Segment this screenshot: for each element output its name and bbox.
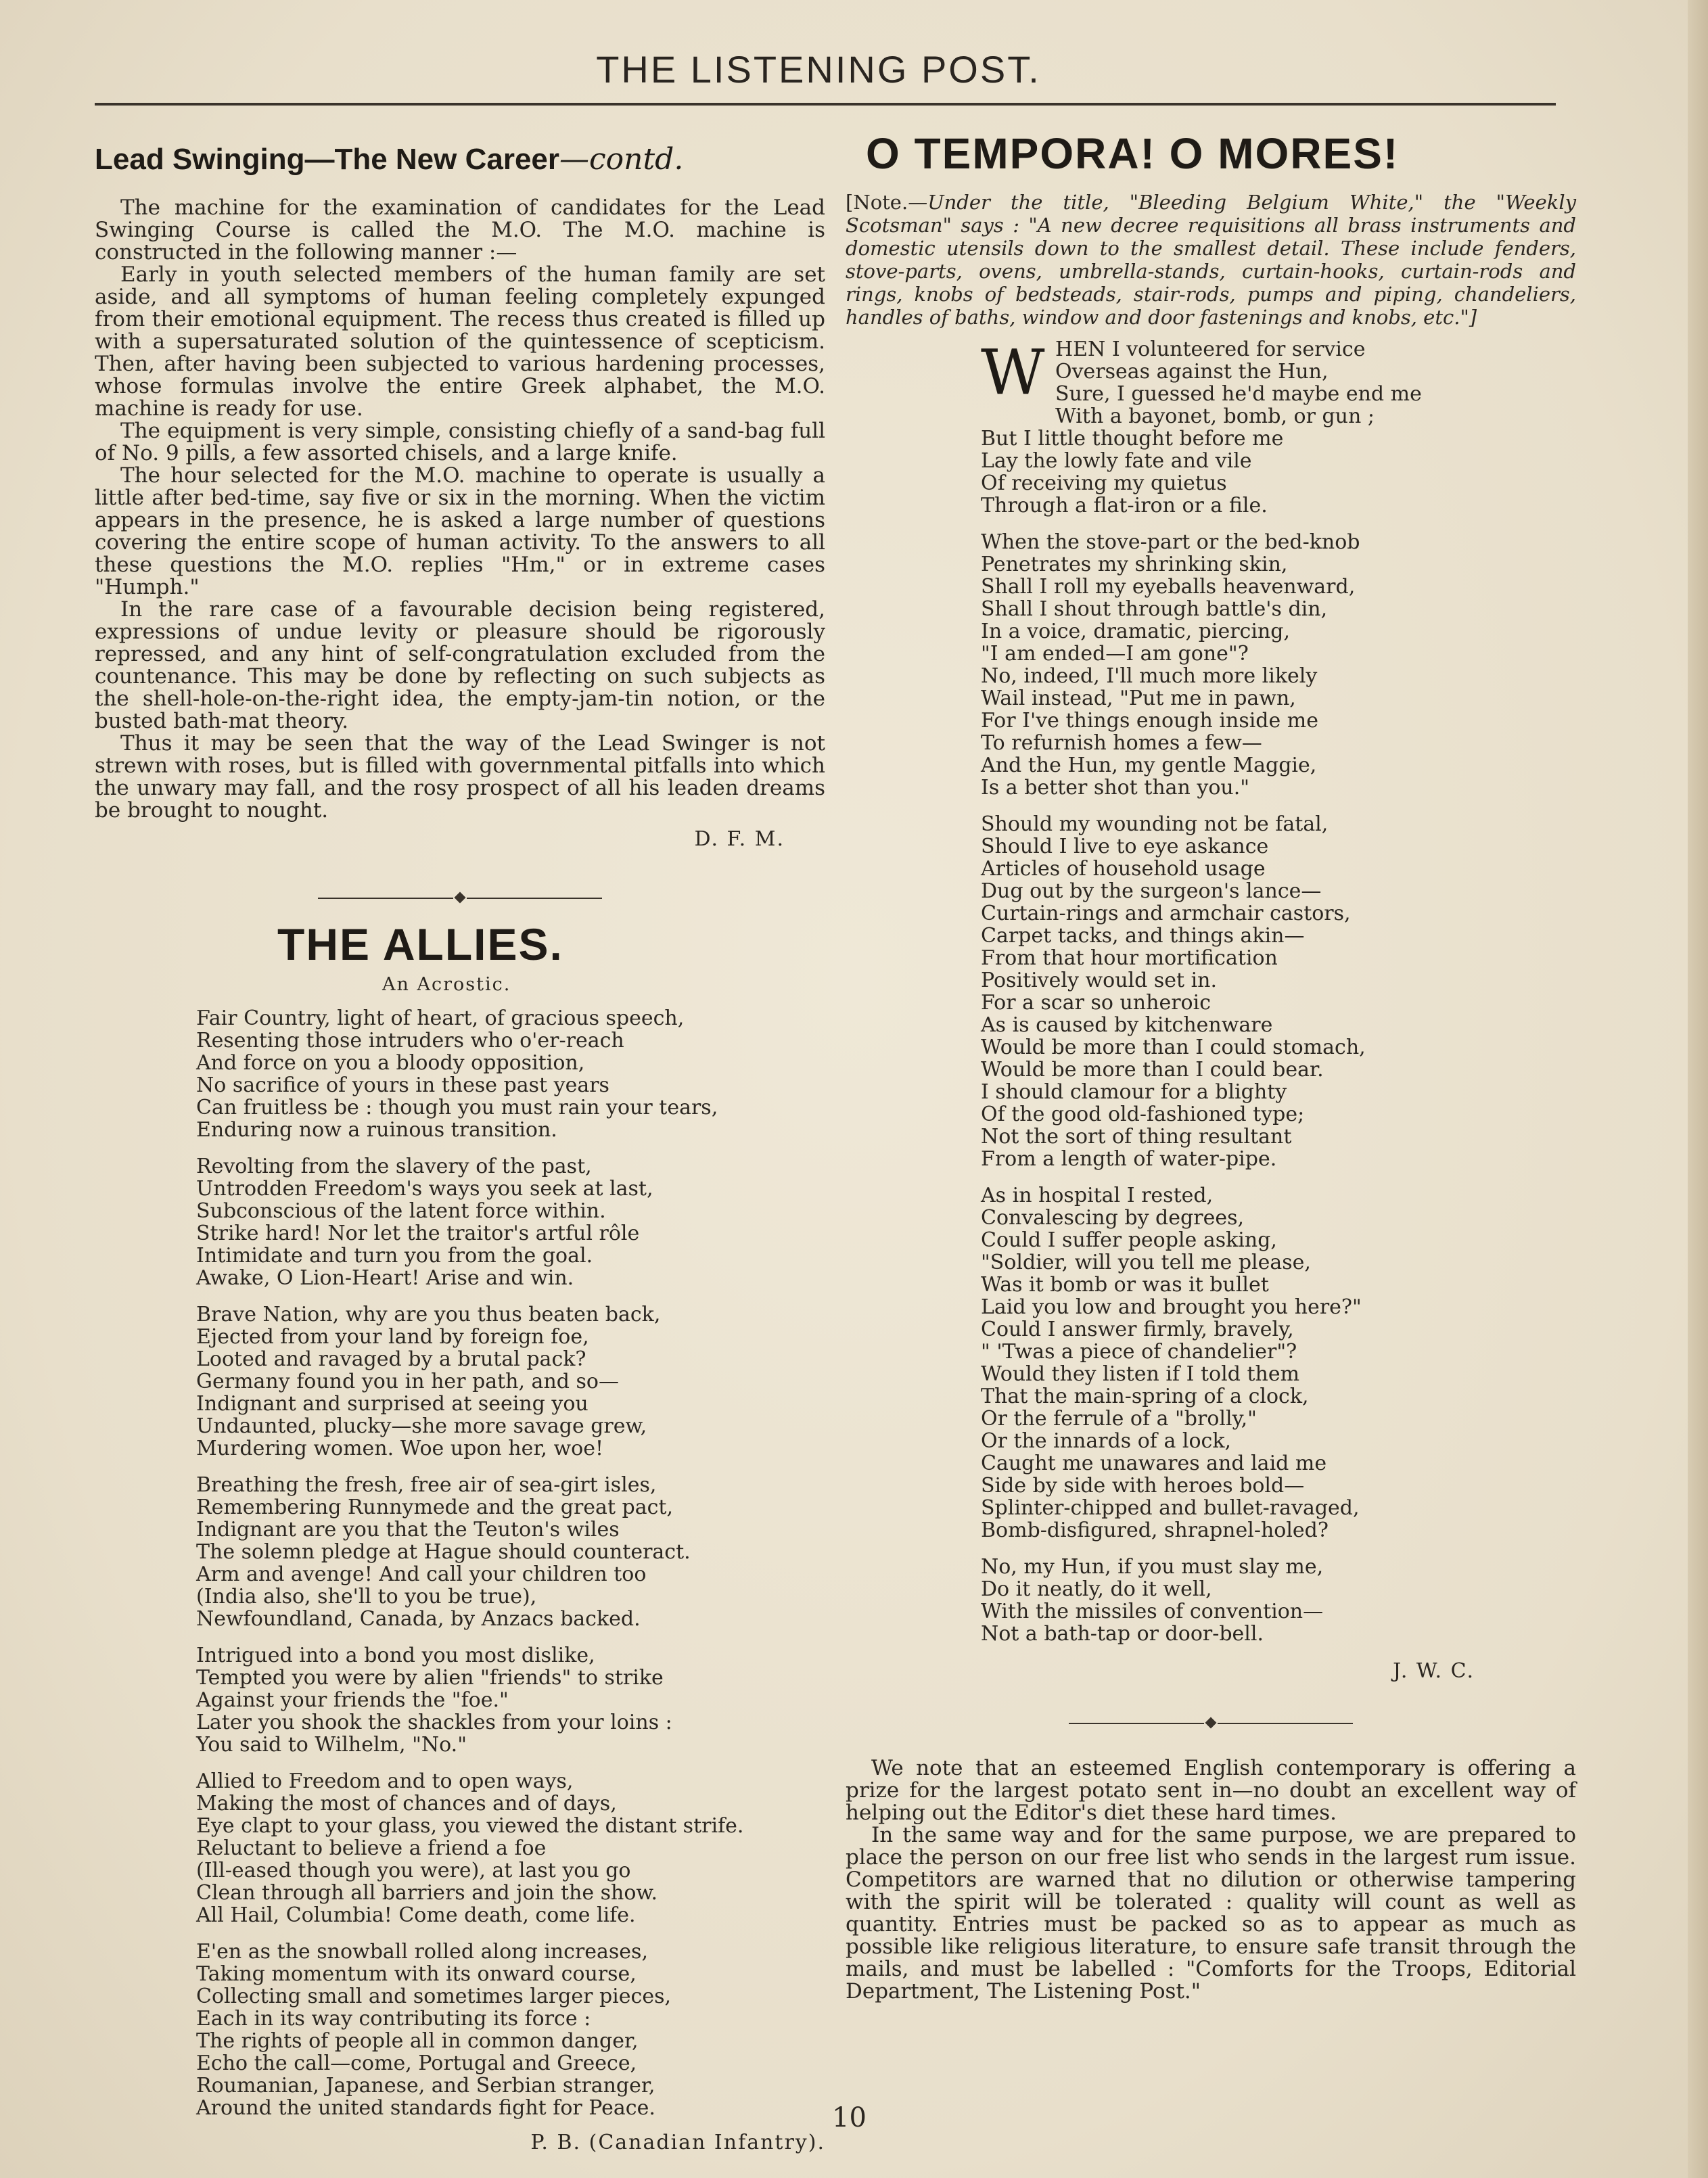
poem-line: Not the sort of thing resultant xyxy=(981,1125,1292,1149)
stanza xyxy=(196,1770,825,1926)
poem-line: For I've things enough inside me xyxy=(981,709,1318,733)
allies-title: THE ALLIES. xyxy=(277,919,563,969)
tempora-signature: J. W. C. xyxy=(1393,1659,1475,1683)
poem-line: Fair Country, light of heart, of gracious speech, xyxy=(196,1006,685,1030)
poem-line: And force on you a bloody opposition, xyxy=(196,1051,585,1075)
poem-line: Do it neatly, do it well, xyxy=(981,1577,1212,1601)
poem-line: Roumanian, Japanese, and Serbian stranger, xyxy=(196,2074,655,2098)
poem-line: Untrodden Freedom's ways you seek at last, xyxy=(196,1177,653,1201)
poem-line: Would be more than I could stomach, xyxy=(981,1036,1366,1059)
left-column xyxy=(95,129,825,2154)
poem-line: (Ill-eased though you were), at last you go xyxy=(196,1859,631,1882)
page-edge xyxy=(1688,0,1708,2178)
poem-line: Sure, I guessed he'd maybe end me xyxy=(1055,382,1422,406)
poem-line: Or the innards of a lock, xyxy=(981,1429,1232,1453)
poem-line: Each in its way contributing its force : xyxy=(196,2007,591,2031)
poem-line: Should my wounding not be fatal, xyxy=(981,812,1329,836)
stanza xyxy=(196,1474,825,1630)
poem-line: (India also, she'll to you be true), xyxy=(196,1585,537,1608)
poem-line: Would be more than I could bear. xyxy=(981,1058,1324,1082)
poem-line: Murdering women. Woe upon her, woe! xyxy=(196,1437,604,1460)
poem-line: Penetrates my shrinking skin, xyxy=(981,553,1288,576)
poem-line: "I am ended—I am gone"? xyxy=(981,642,1249,666)
poem-line: Breathing the fresh, free air of sea-girt isles, xyxy=(196,1473,657,1497)
paragraph: Early in youth selected members of the human family are set aside, and all symptoms of human feeling completely expunged from their emotional equipment. The recess thus created is filled up with a supersaturated solution of the quintessence of scepticism. Then, after having been subjected to various hardening processes, whose formulas involve the entire Greek alphabet, the M.O. machine is ready for use. xyxy=(95,262,825,421)
poem-line: Arm and avenge! And call your children too xyxy=(196,1562,647,1586)
editor-note xyxy=(846,191,1576,329)
poem-line: Wail instead, "Put me in pawn, xyxy=(981,687,1296,710)
poem-line: Could I answer firmly, bravely, xyxy=(981,1318,1294,1341)
tempora-title: O TEMPORA! O MORES! xyxy=(866,129,1400,178)
poem-line: The solemn pledge at Hague should counteract. xyxy=(196,1540,691,1564)
lead-swinging-title-text: Lead Swinging—The New Career xyxy=(95,143,560,176)
poem-line: Looted and ravaged by a brutal pack? xyxy=(196,1347,586,1371)
poem-line: Revolting from the slavery of the past, xyxy=(196,1155,592,1178)
poem-line: As is caused by kitchenware xyxy=(981,1013,1273,1037)
poem-line: Or the ferrule of a "brolly," xyxy=(981,1407,1257,1431)
poem-line: Shall I shout through battle's din, xyxy=(981,597,1328,621)
poem-line: Eye clapt to your glass, you viewed the distant strife. xyxy=(196,1814,744,1838)
lead-swinging-body xyxy=(95,197,825,822)
poem-line: In a voice, dramatic, piercing, xyxy=(981,620,1291,643)
poem-line: No, indeed, I'll much more likely xyxy=(981,664,1318,688)
poem-line: Indignant are you that the Teuton's wiles xyxy=(196,1518,620,1542)
lead-swinging-title-suffix: —contd. xyxy=(559,142,684,177)
stanza xyxy=(981,813,1576,1170)
poem-line: No, my Hun, if you must slay me, xyxy=(981,1555,1324,1579)
paragraph: Thus it may be seen that the way of the Lead Swinger is not strewn with roses, but is filled with governmental pitfalls into which the unwary may fall, and the rosy prospect of all his leaden dreams be brought to nought. xyxy=(95,731,825,822)
poem-line: Can fruitless be : though you must rain your tears, xyxy=(196,1096,718,1119)
lead-swinging-title xyxy=(95,142,825,177)
paragraph: The machine for the examination of candidates for the Lead Swinging Course is called the M.O. The M.O. machine is constructed in the following manner :— xyxy=(95,195,825,264)
poem-line: As in hospital I rested, xyxy=(981,1184,1214,1207)
stanza xyxy=(981,1184,1576,1542)
poem-line: Taking momentum with its onward course, xyxy=(196,1962,637,1986)
poem-line: Was it bomb or was it bullet xyxy=(981,1273,1269,1297)
note-head: [Note. xyxy=(846,191,908,214)
poem-line: Side by side with heroes bold— xyxy=(981,1474,1305,1498)
poem-line: HEN I volunteered for service xyxy=(1055,338,1366,361)
poem-line: Germany found you in her path, and so— xyxy=(196,1370,619,1393)
poem-line: Lay the lowly fate and vile xyxy=(981,449,1252,473)
poem-line: Newfoundland, Canada, by Anzacs backed. xyxy=(196,1607,641,1631)
poem-line: Shall I roll my eyeballs heavenward, xyxy=(981,575,1356,599)
poem-line: All Hail, Columbia! Come death, come life. xyxy=(196,1903,636,1927)
drop-cap: W xyxy=(981,336,1045,409)
poem-line: When the stove-part or the bed-knob xyxy=(981,530,1360,554)
poem-line: No sacrifice of yours in these past years xyxy=(196,1073,609,1097)
poem-line: Splinter-chipped and bullet-ravaged, xyxy=(981,1496,1360,1520)
poem-line: Later you shook the shackles from your loins : xyxy=(196,1711,672,1734)
poem-line: Undaunted, plucky—she more savage grew, xyxy=(196,1414,647,1438)
poem-line: Intrigued into a bond you most dislike, xyxy=(196,1644,595,1667)
poem-line: Around the united standards fight for Peace. xyxy=(196,2096,655,2120)
poem-line: Of receiving my quietus xyxy=(981,471,1227,495)
poem-line: Making the most of chances and of days, xyxy=(196,1792,617,1815)
poem-line: Strike hard! Nor let the traitor's artful rôle xyxy=(196,1222,640,1245)
poem-line: Clean through all barriers and join the show. xyxy=(196,1881,658,1905)
section-ornament xyxy=(318,891,602,905)
paragraph: The hour selected for the M.O. machine to operate is usually a little after bed-time, say five or six in the morning. When the victim appears in the presence, he is asked a large number of questions covering the entire scope of human activity. To the answers to all these questions the M.O. replies "Hm," or in extreme cases "Humph." xyxy=(95,463,825,599)
allies-signature: P. B. (Canadian Infantry). xyxy=(530,2131,825,2154)
poem-line: Bomb-disfigured, shrapnel-holed? xyxy=(981,1519,1329,1542)
poem-line: With a bayonet, bomb, or gun ; xyxy=(1055,404,1375,428)
poem-line: To refurnish homes a few— xyxy=(981,731,1262,755)
stanza xyxy=(196,1007,825,1141)
poem-line: Subconscious of the latent force within. xyxy=(196,1199,606,1223)
stanza xyxy=(196,1303,825,1460)
poem-line: From that hour mortification xyxy=(981,946,1278,970)
poem-line: Ejected from your land by foreign foe, xyxy=(196,1325,589,1349)
poem-line: You said to Wilhelm, "No." xyxy=(196,1733,467,1757)
poem-line: Awake, O Lion-Heart! Arise and win. xyxy=(196,1266,574,1290)
poem-line: But I little thought before me xyxy=(981,427,1284,450)
poem-line: "Soldier, will you tell me please, xyxy=(981,1251,1311,1274)
stanza xyxy=(196,1155,825,1289)
stanza xyxy=(196,1644,825,1756)
masthead: THE LISTENING POST. xyxy=(596,48,1041,91)
paragraph: We note that an esteemed English contemporary is offering a prize for the largest potato sent in—no doubt an excellent way of helping out the Editor's diet these hard times. xyxy=(846,1756,1576,1825)
poem-line: Indignant and surprised at seeing you xyxy=(196,1392,588,1416)
poem-line: Intimidate and turn you from the goal. xyxy=(196,1244,593,1268)
poem-line: For a scar so unheroic xyxy=(981,991,1211,1015)
poem-line: Through a flat-iron or a file. xyxy=(981,494,1268,517)
poem-line: That the main-spring of a clock, xyxy=(981,1385,1309,1408)
page-number: 10 xyxy=(832,2102,867,2133)
tempora-poem xyxy=(846,338,1576,1645)
poem-line: Caught me unawares and laid me xyxy=(981,1452,1327,1475)
paragraph: In the same way and for the same purpose, we are prepared to place the person on our free list who sends in the largest rum issue. Competitors are warned that no dilution or otherwise tampering with the spirit will be tolerated : quality will count as well as quantity. Entries must be packed so as to appear as much as possible like religious literature, to ensure safe transit through the mails, and must be labelled : "Comforts for the Troops, Editorial Department, The Listening Post." xyxy=(846,1823,1576,2003)
stanza xyxy=(981,338,1576,517)
poem-line: Carpet tacks, and things akin— xyxy=(981,924,1305,948)
poem-line: Curtain-rings and armchair castors, xyxy=(981,902,1351,925)
poem-line: Tempted you were by alien "friends" to strike xyxy=(196,1666,664,1690)
poem-line: With the missiles of convention— xyxy=(981,1600,1324,1623)
poem-line: Positively would set in. xyxy=(981,969,1218,992)
poem-line: " 'Twas a piece of chandelier"? xyxy=(981,1340,1297,1364)
poem-line: Should I live to eye askance xyxy=(981,835,1269,858)
poem-line: Overseas against the Hun, xyxy=(1055,360,1329,384)
note-body: —Under the title, "Bleeding Belgium White," the "Weekly Scotsman" says : "A new decree requisitions all brass instruments and domestic utensils down to the smallest detail. These include fenders, stove-parts, ovens, umbrella-stands, curtain-hooks, curtain-rods and rings, knobs of bedsteads, stair-rods, pumps and piping, chandeliers, handles of baths, window and door fastenings and knobs, etc."] xyxy=(846,191,1576,329)
poem-line: Brave Nation, why are you thus beaten back, xyxy=(196,1303,661,1326)
potato-notice xyxy=(846,1757,1576,2003)
poem-line: Could I suffer people asking, xyxy=(981,1228,1277,1252)
poem-line: Is a better shot than you." xyxy=(981,776,1250,800)
paragraph: In the rare case of a favourable decision being registered, expressions of undue levity or pleasure should be rigorously repressed, and any hint of self-congratulation excluded from the countenance. This may be done by reflecting on such subjects as the shell-hole-on-the-right idea, the empty-jam-tin notion, or the busted bath-mat theory. xyxy=(95,597,825,733)
poem-line: From a length of water-pipe. xyxy=(981,1147,1277,1171)
header-rule xyxy=(95,103,1556,106)
stanza xyxy=(981,531,1576,799)
lead-swinging-signature: D. F. M. xyxy=(694,827,785,851)
stanza xyxy=(981,1556,1576,1645)
poem-line: And the Hun, my gentle Maggie, xyxy=(981,754,1317,777)
poem-line: I should clamour for a blighty xyxy=(981,1080,1287,1104)
stanza xyxy=(196,1941,825,2119)
poem-line: Remembering Runnymede and the great pact, xyxy=(196,1496,674,1519)
poem-line: Laid you low and brought you here?" xyxy=(981,1295,1362,1319)
poem-line: The rights of people all in common danger, xyxy=(196,2029,639,2053)
poem-line: Dug out by the surgeon's lance— xyxy=(981,879,1322,903)
poem-line: Resenting those intruders who o'er-reach xyxy=(196,1029,624,1052)
poem-line: Of the good old-fashioned type; xyxy=(981,1103,1305,1126)
poem-line: Convalescing by degrees, xyxy=(981,1206,1245,1230)
right-column xyxy=(846,122,1576,2003)
poem-line: Against your friends the "foe." xyxy=(196,1688,509,1712)
paragraph: The equipment is very simple, consisting chiefly of a sand-bag full of No. 9 pills, a few assorted chisels, and a large knife. xyxy=(95,419,825,465)
poem-line: E'en as the snowball rolled along increases, xyxy=(196,1940,648,1964)
poem-line: Not a bath-tap or door-bell. xyxy=(981,1622,1264,1646)
allies-poem xyxy=(196,1007,825,2119)
poem-line: Would they listen if I told them xyxy=(981,1362,1300,1386)
section-ornament xyxy=(1069,1717,1353,1730)
poem-line: Enduring now a ruinous transition. xyxy=(196,1118,557,1142)
poem-line: Collecting small and sometimes larger pieces, xyxy=(196,1985,672,2008)
allies-subtitle: An Acrostic. xyxy=(382,974,511,995)
poem-line: Articles of household usage xyxy=(981,857,1266,881)
poem-line: Reluctant to believe a friend a foe xyxy=(196,1836,547,1860)
poem-line: Echo the call—come, Portugal and Greece, xyxy=(196,2052,637,2075)
poem-line: Allied to Freedom and to open ways, xyxy=(196,1769,574,1793)
